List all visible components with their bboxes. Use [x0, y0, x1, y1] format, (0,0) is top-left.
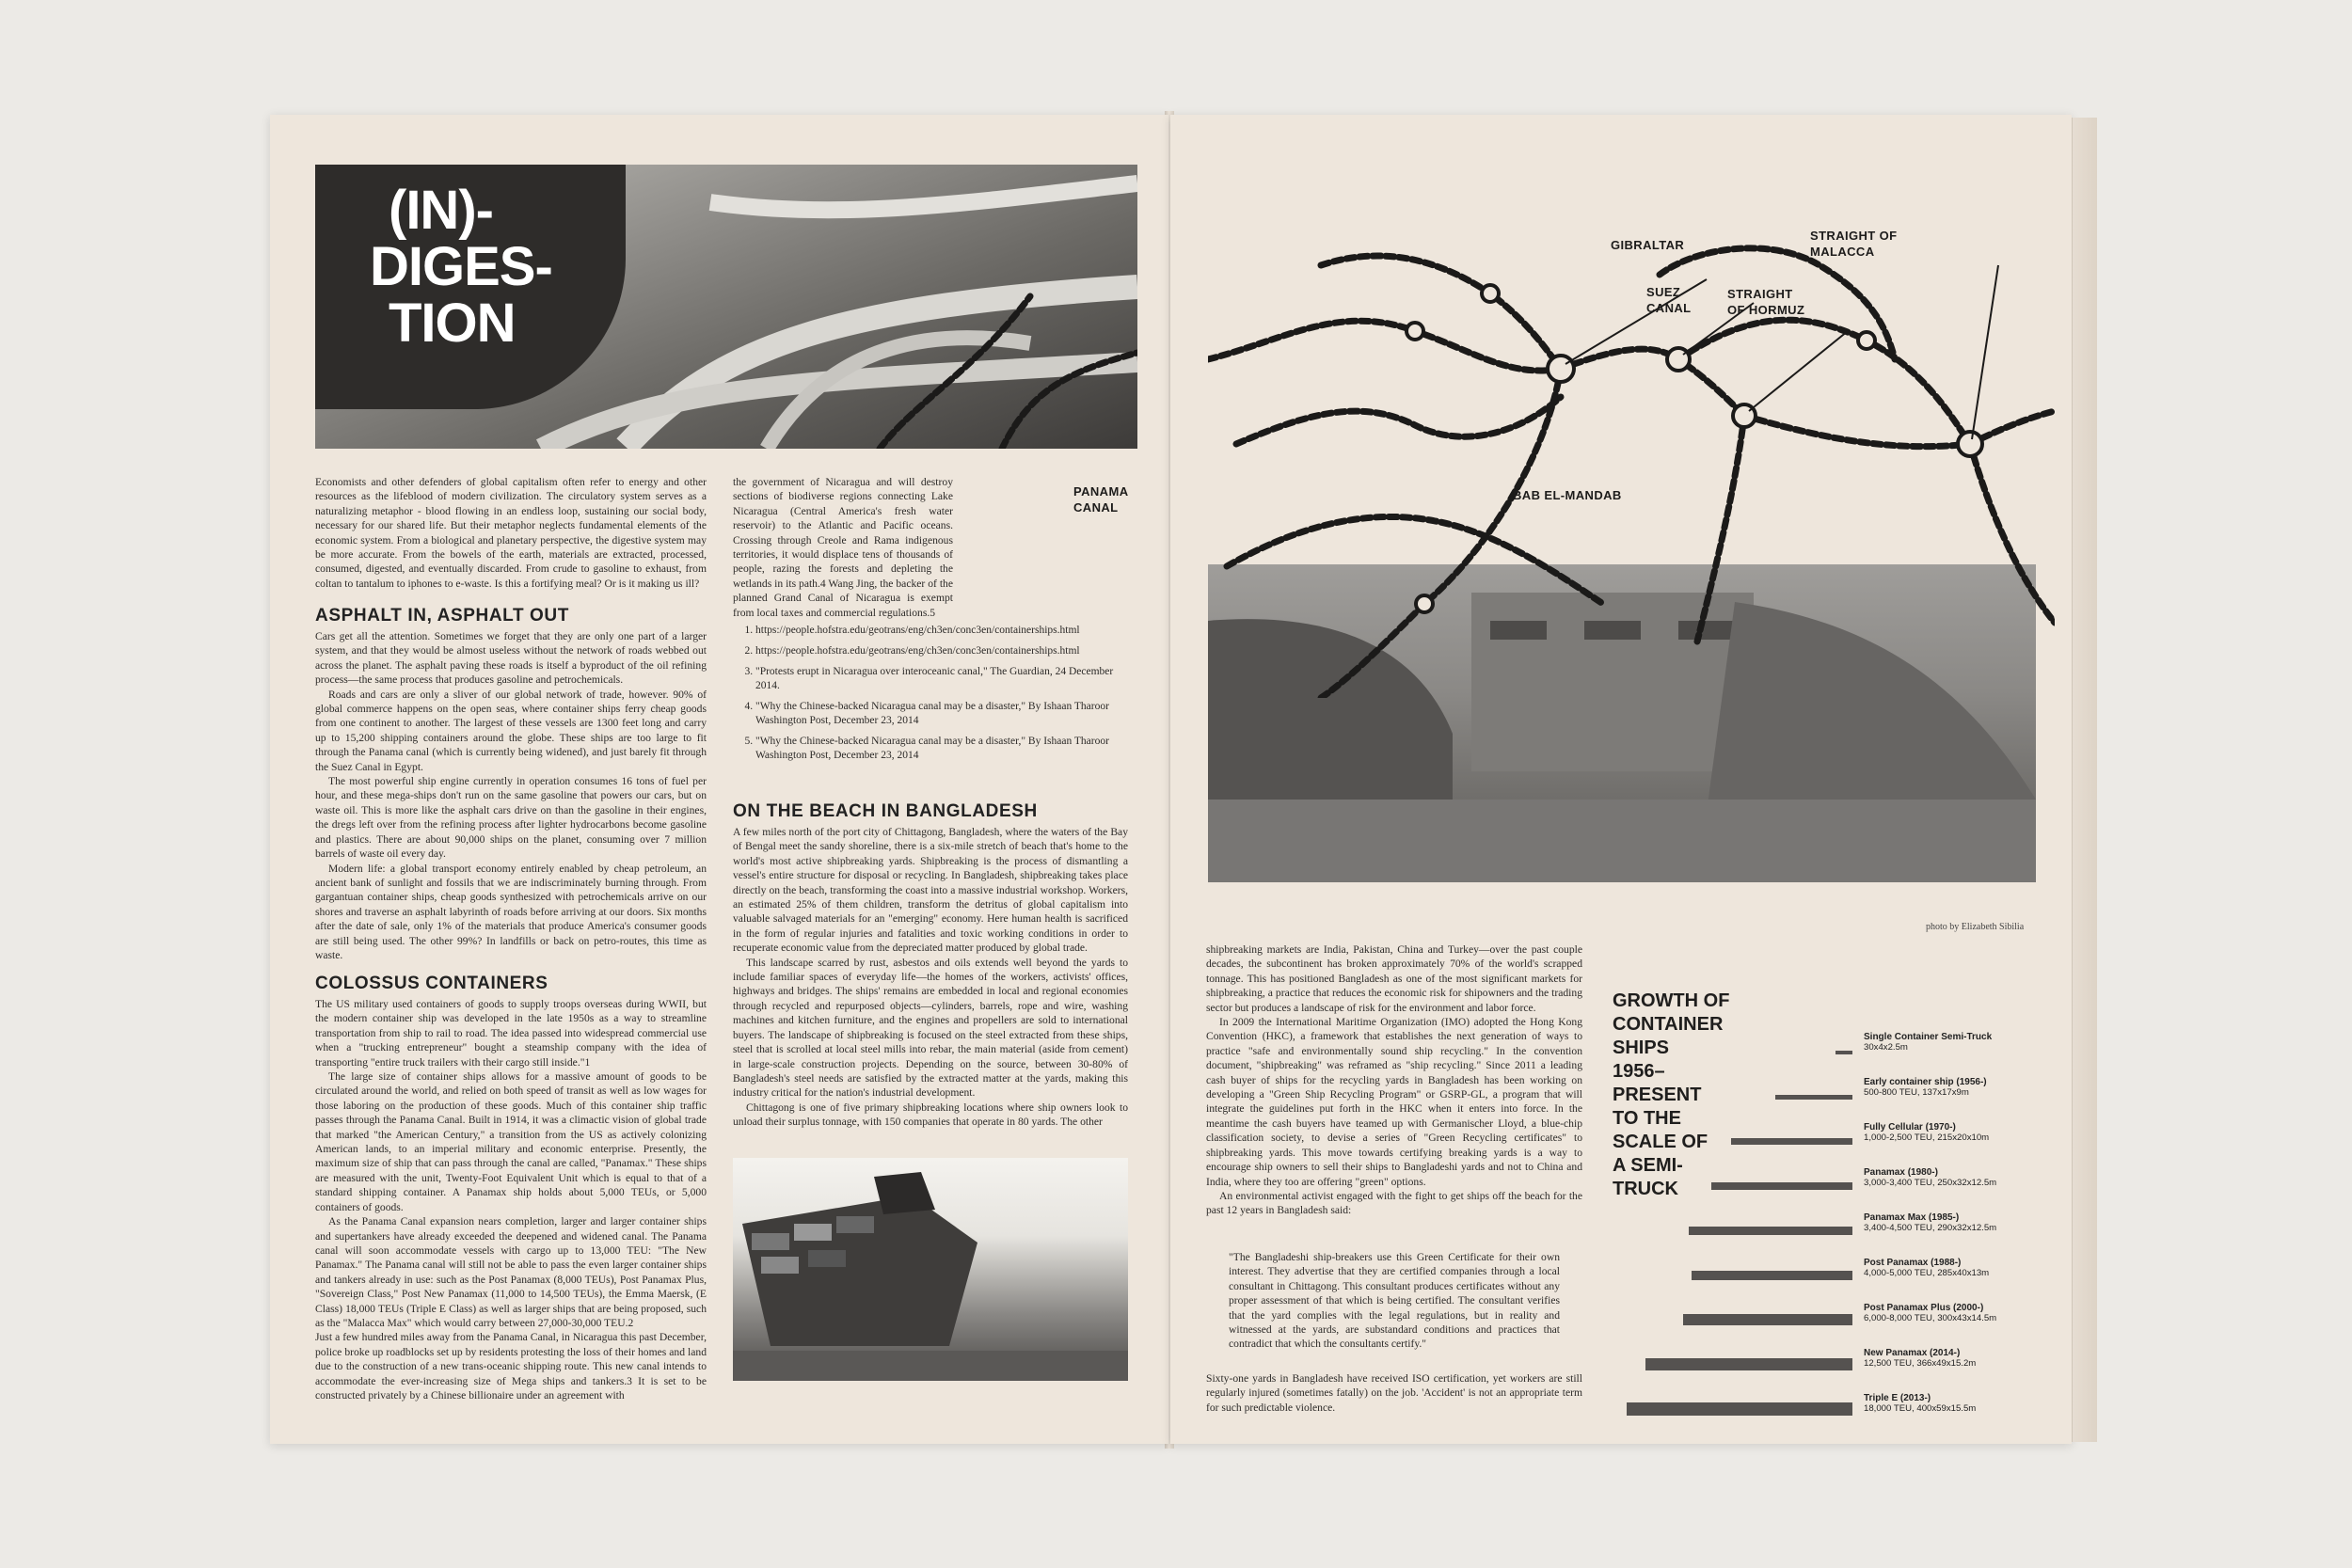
- intro-paragraph: Economists and other defenders of global capitalism often refer to energy and other resources as the lifeblood of modern civilization. The circulatory system serves as a naturalizing metaphor - blood flowing in an endless loop, sustaining our social body, necessary for our shared life. But their metaphor neglects fundamental elements of the economic system. From a biological and planetary perspective, the digestive system may be more accurate. From the bowels of the earth, materials are extracted, processed, consumed, digested, and eventually discarded. From crude to gasoline to exhaust, from coltan to tantalum to iphones to e-waste. Is this a fortifying meal? Or is it making us ill?: [315, 476, 707, 590]
- ship-row: [1613, 1122, 2055, 1143]
- ship-name: Post Panamax (1988-): [1864, 1258, 1962, 1268]
- paragraph: As the Panama Canal expansion nears completion, larger and larger container ships and supertankers have already exceeded the deepened and widened canal. The Panama canal will soon accommodate vessels with cargo up to 13,000 TEU: "The New Panamax." The Panama canal will still not be able to pass the even larger container ships and tankers already in use: such as the Post Panamax (8,000 TEUs), Post Panamax Plus, "Sovereign Class," Post New Panamax (11,000 to 14,500 TEUs), the Emma Maersk, (E Class) 18,000 TEUs (Triple E Class) as well as larger ships that are being proposed, such as the "Malacca Max" which would carry between 27,000-30,000 TEU.2: [315, 1215, 707, 1329]
- ship-bar: [1711, 1182, 1852, 1190]
- ship-caption: [1864, 1212, 1996, 1233]
- ship-name: Panamax Max (1985-): [1864, 1212, 1960, 1223]
- section-heading-asphalt: ASPHALT IN, ASPHALT OUT: [315, 606, 569, 626]
- page-edge: [2072, 118, 2097, 1442]
- ship-caption: [1864, 1258, 1989, 1278]
- title-line-1: (IN)-: [389, 180, 493, 241]
- ship-row: [1613, 1032, 2055, 1053]
- ship-bar: [1836, 1051, 1852, 1054]
- ship-caption: [1864, 1122, 1989, 1143]
- section-body-colossus: [315, 997, 707, 1402]
- ship-row: [1613, 1258, 2055, 1278]
- gibraltar-node: [1548, 356, 1574, 382]
- ship-bar: [1645, 1358, 1852, 1370]
- map-label-gibraltar: GIBRALTAR: [1611, 238, 1685, 252]
- ship-bar: [1775, 1095, 1852, 1100]
- ship-row: [1613, 1212, 2055, 1233]
- title-line: TO THE: [1613, 1108, 1681, 1129]
- paragraph: In 2009 the International Maritime Organization (IMO) adopted the Hong Kong Convention (HKC), a framework that establishes the next generation of ways to practice "safe and environmentally sound ship recycling." In the convention document, "shipbreaking" was reframed as "ship recycling." Since 2011 a leading cash buyer of ships for the recycling yards in Bangladesh has been working on developing a "Green Ship Recycling Program" or GSRP-GL, a program that will integrate the guidelines put forth in the HKC when it enters into force. In the meantime the cash buyers have teamed up with Germanischer Lloyd, a blue-chip classification society, to devise a series of "Green Recycling certificates" to shipbreaking yards. This move towards certifying breaking yards is a way to encourage ship owners to sell their ships to Bangladeshi yards and not to China and India, where they too are offering "green" options.: [1206, 1016, 1582, 1188]
- map-label-bab-el-mandab: BAB EL-MANDAB: [1513, 488, 1622, 502]
- section-body-asphalt: [315, 629, 707, 962]
- paragraph: The most powerful ship engine currently in operation consumes 16 tons of fuel per hour, and these mega-ships don't run on the same gasoline that powers our cars, but on waste oil. This is more like the asphalt cars drive on than the gasoline in their engines, the dregs left over from the refining process after lighter hydrocarbons become gasoline and plastics. There are about 90,000 ships on the planet, consuming over 7 million barrels of waste oil every day.: [315, 775, 707, 861]
- right-page: [1170, 115, 2072, 1444]
- paragraph: Just a few hundred miles away from the Panama Canal, in Nicaragua this past December, police broke up roadblocks set up by residents protesting the loss of their homes and land due to the construction of a new trans-oceanic shipping route. This new canal intends to accommodate the ever-increasing size of Mega ships and tankers.3 It is set to be constructed privately by a Chinese billionaire under an agreement with: [315, 1331, 707, 1402]
- ship-spec: 12,500 TEU, 366x49x15.2m: [1864, 1358, 1977, 1369]
- ship-spec: 4,000-5,000 TEU, 285x40x13m: [1864, 1268, 1990, 1278]
- ship-spec: 18,000 TEU, 400x59x15.5m: [1864, 1403, 1977, 1414]
- footnote-3: 3. "Protests erupt in Nicaragua over interoceanic canal," The Guardian, 24 December 2014.: [755, 665, 1128, 693]
- map-label-panama-canal: PANAMA CANAL: [1073, 484, 1129, 515]
- ship-size-chart: [1613, 1022, 2055, 1436]
- ship-name: Post Panamax Plus (2000-): [1864, 1303, 1984, 1313]
- ship-caption: [1864, 1167, 1996, 1188]
- malacca-node: [1958, 432, 1982, 456]
- ship-caption: [1864, 1393, 1976, 1414]
- ship-spec: 3,400-4,500 TEU, 290x32x12.5m: [1864, 1223, 1997, 1233]
- paragraph: An environmental activist engaged with the fight to get ships off the beach for the past 12 years in Bangladesh said:: [1206, 1189, 1582, 1217]
- footnotes: [733, 624, 1128, 769]
- ship-spec: 6,000-8,000 TEU, 300x43x14.5m: [1864, 1313, 1997, 1323]
- ship-row: [1613, 1167, 2055, 1188]
- footnote-1: 1. https://people.hofstra.edu/geotrans/eng/ch3en/conc3en/containerships.html: [755, 624, 1128, 638]
- ship-row: [1613, 1303, 2055, 1323]
- ship-silhouette: [733, 1158, 1128, 1381]
- ship-spec: 30x4x2.5m: [1864, 1042, 1908, 1053]
- left-page: [270, 115, 1168, 1444]
- title-line: GROWTH OF: [1613, 990, 1730, 1011]
- ship-name: Triple E (2013-): [1864, 1393, 1931, 1403]
- paragraph: The US military used containers of goods to supply troops overseas during WWII, but the modern container ship was developed in the late 1950s as a way to streamline transportation from ship to rail to road. The idea passed into widespread commercial use when a "trucking entrepreneur" bought a steamship company with the idea of transporting "entire truck trailers with their cargo still inside."1: [315, 998, 707, 1069]
- ship-row: [1613, 1077, 2055, 1098]
- footnote-5: 5. "Why the Chinese-backed Nicaragua canal may be a disaster," By Ishaan Tharoor Washington Post, December 23, 2014: [755, 735, 1128, 763]
- map-label-suez: SUEZ CANAL: [1646, 285, 1692, 315]
- title-line: CONTAINER SHIPS: [1613, 1014, 1724, 1058]
- section-heading-colossus: COLOSSUS CONTAINERS: [315, 974, 548, 993]
- ship-bar: [1689, 1227, 1852, 1235]
- ship-caption: [1864, 1077, 1987, 1098]
- trade-route-chain-map: [1208, 209, 2055, 698]
- paragraph: This landscape scarred by rust, asbestos and oils extends well beyond the yards to include familiar spaces of everyday life—the homes of the workers, activists' offices, highways and bridges. The ships' remains are embedded in local and regional economies through recycled and repurposed objects—cylinders, barrels, rope and wire, washing machines and kitchen furniture, and the engines and propellers are sold to international buyers. The landscape of shipbreaking is focused on the steel extracted from these ships, steel that is scrolled at local steel mills into rebar, the main material (aside from cement) in large-scale construction projects. Depending on the source, between 30-80% of Bangladesh's steel needs are satisfied by the extracted matter at the yards, making this industry critical for the nation's industrial development.: [733, 956, 1128, 1100]
- paragraph: Roads and cars are only a sliver of our global network of trade, however. 90% of global commerce happens on the open seas, where container ships ferry cheap goods from one continent to another. The largest of these vessels are 1300 feet long and carry up to 15,200 shipping containers around the globe. These ships are too large to fit through the Panama canal (which is currently being widened), and just barely fit through the Suez Canal in Egypt.: [315, 688, 707, 773]
- capsized-container-ship-photo: [733, 1158, 1128, 1381]
- col2-continued-text: the government of Nicaragua and will destroy sections of biodiverse regions connecting Lake Nicaragua (Central America's fresh water reservoir) to the Atlantic and Pacific oceans. Crossing through Creole and Rama indigenous territories, it would displace tens of thousands of people, razing the forests and depleting the wetlands in its path.4 Wang Jing, the backer of the planned Grand Canal of Nicaragua is exempt from local taxes and commercial regulations.5: [733, 476, 953, 619]
- map-label-hormuz: STRAIGHT OF HORMUZ: [1727, 287, 1805, 317]
- paragraph: Cars get all the attention. Sometimes we forget that they are only one part of a larger system, and that they would be almost useless without the network of roads webbed out across the planet. The asphalt paving these roads is itself a byproduct of the oil refining process—the same process that produces gasoline and petrochemicals.: [315, 630, 707, 687]
- paragraph: shipbreaking markets are India, Pakistan, China and Turkey—over the past couple decades, the subcontinent has broken approximately 70% of the world's scrapped tonnage. This has positioned Bangladesh as one of the most significant markets for shipbreaking, a practice that reduces the economic risk for shipowners and the trading sector but produces a landscape of risk for the environment and labor force.: [1206, 943, 1582, 1014]
- closing-paragraph: Sixty-one yards in Bangladesh have received ISO certification, yet workers are still regularly injured (sometimes fatally) on the job. 'Accident' is not an appropriate term for such predictable violence.: [1206, 1372, 1582, 1414]
- ship-row: [1613, 1348, 2055, 1369]
- ship-bar: [1627, 1402, 1852, 1416]
- section-heading-bangladesh: ON THE BEACH IN BANGLADESH: [733, 801, 1038, 821]
- paragraph: Chittagong is one of five primary shipbreaking locations where ship owners look to unload their surplus tonnage, with 150 companies that operate in 80 yards. The other: [733, 1101, 1128, 1129]
- ship-name: New Panamax (2014-): [1864, 1348, 1961, 1358]
- ship-caption: [1864, 1303, 1996, 1323]
- highway-interchange-photo: [315, 165, 1137, 449]
- section-body-bangladesh: [733, 825, 1128, 1130]
- paragraph: Modern life: a global transport economy entirely enabled by cheap petroleum, an ancient bank of sunlight and fossils that we are indiscriminately burning through. From gargantuan container ships, cheap goods synthesized with petrochemicals arrive on our shores and traverse an asphalt labyrinth of roads before arriving at our doors. Six months after the date of sale, only 1% of the materials that produce America's consumer goods are still being used. The other 99%? In landfills or back on petro-routes, this time as waste.: [315, 862, 707, 961]
- title-line-2: DIGES-: [370, 236, 552, 297]
- right-body-text: [1206, 942, 1582, 1218]
- map-label-malacca: STRAIGHT OF MALACCA: [1810, 229, 1898, 259]
- paragraph: The large size of container ships allows for a massive amount of goods to be circulated around the world, and relied on both speed of transit as well as low wages for those laboring on the production of these goods. Much of this container ship traffic passes through the Panama Canal. Built in 1914, it was a climactic vision of global trade that marked "the American Century," a transition from the US as actively colonizing American lands, to an imperial military and economic enterprise. Presently, the maximum size of ship that can pass through the canal are called, "Panamax." These ships are measured with the unit, Twenty-Foot Equivalent Unit which is equal to that of a standard shipping container. A Panamax ship holds about 5,000 TEUs, or 5,000 containers of goods.: [315, 1070, 707, 1213]
- footnote-4: 4. "Why the Chinese-backed Nicaragua canal may be a disaster," By Ishaan Tharoor Washington Post, December 23, 2014: [755, 700, 1128, 728]
- title-line: SCALE OF: [1613, 1132, 1708, 1152]
- ship-bar: [1692, 1271, 1852, 1281]
- ship-name: Panamax (1980-): [1864, 1167, 1938, 1178]
- ship-bar: [1731, 1138, 1852, 1145]
- title-line: A SEMI-: [1613, 1155, 1683, 1176]
- ship-caption: [1864, 1032, 1992, 1053]
- ship-spec: 500-800 TEU, 137x17x9m: [1864, 1087, 1969, 1098]
- ship-name: Single Container Semi-Truck: [1864, 1032, 1993, 1042]
- paragraph: A few miles north of the port city of Chittagong, Bangladesh, where the waters of the Bay of Bengal meet the sandy shoreline, there is a six-mile stretch of beach that's home to the world's most active shipbreaking yards. Shipbreaking is the process of dismantling a vessel's entire structure for disposal or recycling. In Bangladesh, shipbreaking takes place directly on the beach, transforming the coast into a massive industrial workshop. Workers, an estimated 25% of them children, transform the detritus of global capitalism into valuable salvaged materials for an "emerging" economy. Here human health is sacrificed in the form of regular injuries and fatalities and toxic working conditions in order to recuperate economic value from the depreciated matter produced by global trade.: [733, 826, 1128, 955]
- title-line: TRUCK: [1613, 1179, 1678, 1199]
- ship-name: Early container ship (1956-): [1864, 1077, 1987, 1087]
- photo-credit: photo by Elizabeth Sibilia: [1926, 922, 2025, 932]
- activist-quote: "The Bangladeshi ship-breakers use this Green Certificate for their own interest. They advertise that they are certified companies through a local consultant in Chittagong. This consultant produces certificates without any proper assessment of that which is being certified. The consultant verifies that the yard complies with the legal regulations, but in reality and witnessed at the yards, are substandard conditions and practices that contradict that which the consultants certify.": [1229, 1251, 1560, 1351]
- footnote-list: [733, 624, 1128, 763]
- ship-caption: [1864, 1348, 1976, 1369]
- ship-spec: 3,000-3,400 TEU, 250x32x12.5m: [1864, 1178, 1997, 1188]
- ship-name: Fully Cellular (1970-): [1864, 1122, 1956, 1132]
- ship-spec: 1,000-2,500 TEU, 215x20x10m: [1864, 1132, 1990, 1143]
- ship-row: [1613, 1393, 2055, 1414]
- title-line: 1956– PRESENT: [1613, 1061, 1702, 1105]
- footnote-2: 2. https://people.hofstra.edu/geotrans/eng/ch3en/conc3en/containerships.html: [755, 644, 1128, 658]
- title-line-3: TION: [389, 293, 516, 354]
- ship-bar: [1683, 1314, 1852, 1325]
